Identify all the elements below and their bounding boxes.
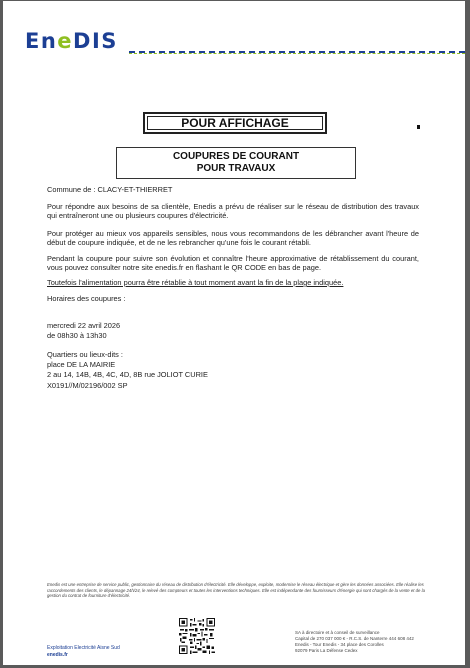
logo-dashed-line-green xyxy=(129,53,465,54)
title-line-1: COUPURES DE COURANT xyxy=(172,151,300,162)
paragraph-4: Toutefois l'alimentation pourra être rétablie à tout moment avant la fin de la plage indiquée. xyxy=(47,278,344,287)
title-box xyxy=(116,147,356,179)
notice-page xyxy=(3,1,465,665)
paragraph-2: Pour protéger au mieux vos appareils sensibles, nous vous recommandons de les débrancher avant l'heure de début de coupure indiquée, et de ne les rebrancher qu'une fois le courant rétabli. xyxy=(47,229,419,248)
title-line-2: POUR TRAVAUX xyxy=(196,163,276,174)
enedis-logo: EneDIS xyxy=(25,29,118,53)
footer-disclaimer: Enedis est une entreprise de service public, gestionnaire du réseau de distribution d'électricité. Elle développe, exploite, modernise le réseau électrique et gère les données associées. Elle réalise les raccordements des clients, le dépannage 24h/24, le relevé des compteurs et toutes les interventions techniques. Elle est indépendante des fournisseurs d'énergie qui sont chargés de la vente et de la gestion du contrat de fourniture d'électricité. xyxy=(47,582,425,599)
footer-legal-line-4: 92079 Paris La Défense Cedex xyxy=(295,648,358,653)
outage-date: mercredi 22 avril 2026 xyxy=(47,321,121,330)
address-1: place DE LA MAIRIE xyxy=(47,360,116,369)
affichage-box xyxy=(143,112,327,134)
footer-entity: Exploitation Electricité Aisne Sud xyxy=(47,645,120,651)
paragraph-1: Pour répondre aux besoins de sa clientèle, Enedis a prévu de réaliser sur le réseau de distribution des travaux qui entraîneront une ou plusieurs coupures d'électricité. xyxy=(47,202,419,221)
quartiers-label: Quartiers ou lieux-dits : xyxy=(47,350,123,359)
footer-legal-line-1: SA à directoire et à conseil de surveillance xyxy=(295,630,380,635)
address-2: 2 au 14, 14B, 4B, 4C, 4D, 8B rue JOLIOT CURIE xyxy=(47,370,208,379)
reference-code: X0191//M/02196/002 SP xyxy=(47,381,128,390)
qr-code-icon[interactable] xyxy=(179,618,215,654)
footer-legal xyxy=(295,630,414,654)
paragraph-3: Pendant la coupure pour suivre son évolution et connaître l'heure approximative de rétablissement du courant, vous pouvez consulter notre site enedis.fr en flashant le QR CODE en bas de page. xyxy=(47,254,419,273)
outage-time: de 08h30 à 13h30 xyxy=(47,331,107,340)
footer-legal-line-2: Capital de 270 037 000 € - R.C.S. de Nanterre 444 608 442 xyxy=(295,636,414,641)
scan-mark xyxy=(417,125,420,129)
horaires-label: Horaires des coupures : xyxy=(47,294,126,303)
affichage-label: POUR AFFICHAGE xyxy=(147,116,323,130)
commune-text: Commune de : CLACY-ET-THIERRET xyxy=(47,185,173,194)
footer-website-link[interactable]: enedis.fr xyxy=(47,652,68,658)
footer-legal-line-3: Enedis - Tour Enedis - 34 place des Corolles xyxy=(295,642,384,647)
